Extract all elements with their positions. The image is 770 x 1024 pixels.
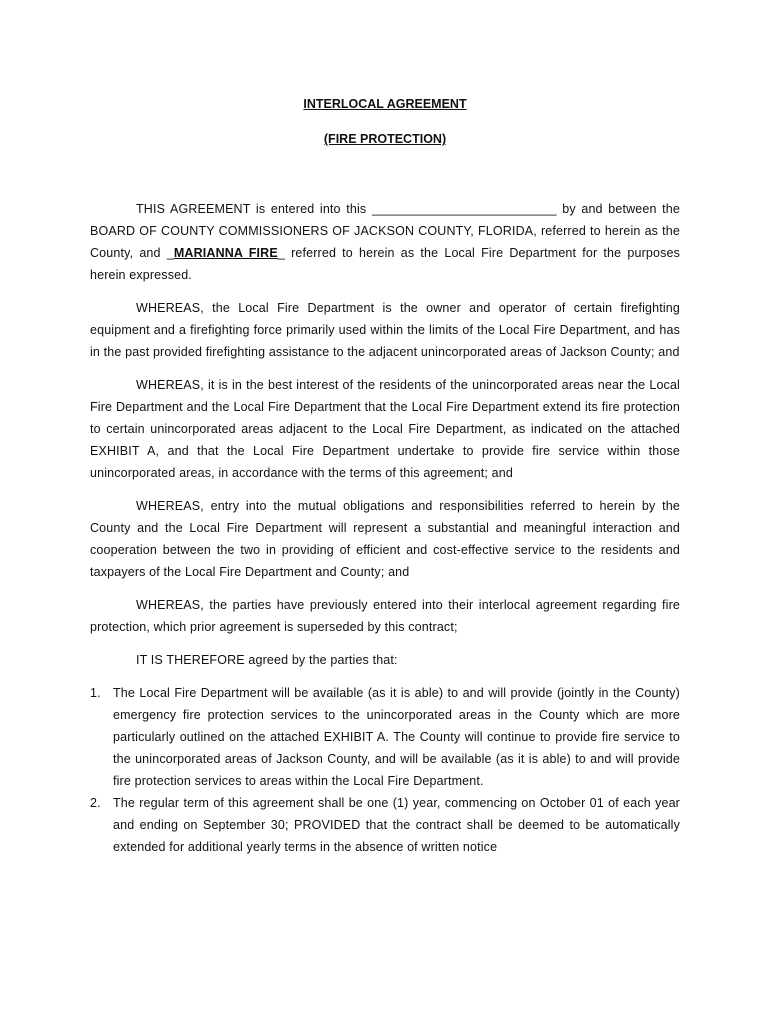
list-item — [90, 792, 680, 858]
list-item — [90, 682, 680, 792]
whereas-paragraph: WHEREAS, it is in the best interest of the residents of the unincorporated areas near the Local Fire Department and the Local Fire Department that the Local Fire Department extend its fire protection to certain unincorporated areas adjacent to the Local Fire Department, as indicated on the attached EXHIBIT A, and that the Local Fire Department undertake to provide fire service within those unincorporated areas, in accordance with the terms of this agreement; and — [90, 378, 680, 480]
document-title: INTERLOCAL AGREEMENT — [303, 97, 467, 111]
document-subtitle: (FIRE PROTECTION) — [323, 132, 447, 146]
whereas-paragraph: WHEREAS, entry into the mutual obligations and responsibilities referred to herein by the County and the Local Fire Department will represent a substantial and meaningful interaction and cooperation between the two in providing of efficient and cost-effective service to the residents and taxpayers of the Local Fire Department and County; and — [90, 499, 680, 579]
therefore-paragraph: IT IS THEREFORE agreed by the parties that: — [136, 653, 398, 667]
list-item-text: The regular term of this agreement shall be one (1) year, commencing on October 01 of each year and ending on September 30; PROVIDED that the contract shall be deemed to be automatically extended for additional yearly terms in the absence of written notice — [113, 796, 680, 854]
list-item-text: The Local Fire Department will be available (as it is able) to and will provide (jointly in the County) emergency fire protection services to the unincorporated areas in the County which are more particularly outlined on the attached EXHIBIT A. The County will continue to provide fire service to the unincorporated areas of Jackson County, and will be available (as it is able) to and will provide fire protection services to areas within the Local Fire Department. — [113, 686, 680, 788]
intro-text-1: THIS AGREEMENT is entered into this — [136, 202, 372, 216]
list-item-number: 2. — [90, 796, 101, 810]
list-item-number: 1. — [90, 686, 101, 700]
party-name: MARIANNA FIRE — [173, 246, 278, 260]
intro-text-3: referred to herein as the Local Fire Department for the purposes herein expressed. — [90, 246, 680, 282]
terms-list — [90, 682, 680, 858]
intro-text-2: by and between the BOARD OF COUNTY COMMISSIONERS OF JACKSON COUNTY, FLORIDA, referred to herein as the County, and — [90, 202, 681, 260]
party-suffix: _ — [277, 246, 285, 260]
intro-paragraph — [90, 198, 680, 286]
whereas-paragraph: WHEREAS, the parties have previously entered into their interlocal agreement regarding fire protection, which prior agreement is superseded by this contract; — [90, 598, 680, 634]
whereas-paragraph: WHEREAS, the Local Fire Department is the owner and operator of certain firefighting equipment and a firefighting force primarily used within the limits of the Local Fire Department, and has in the past provided firefighting assistance to the adjacent unincorporated areas of Jackson County; and — [90, 301, 680, 359]
document-body — [90, 198, 680, 858]
party-prefix: _ — [166, 246, 174, 260]
date-blank: __________________________ — [371, 202, 557, 216]
